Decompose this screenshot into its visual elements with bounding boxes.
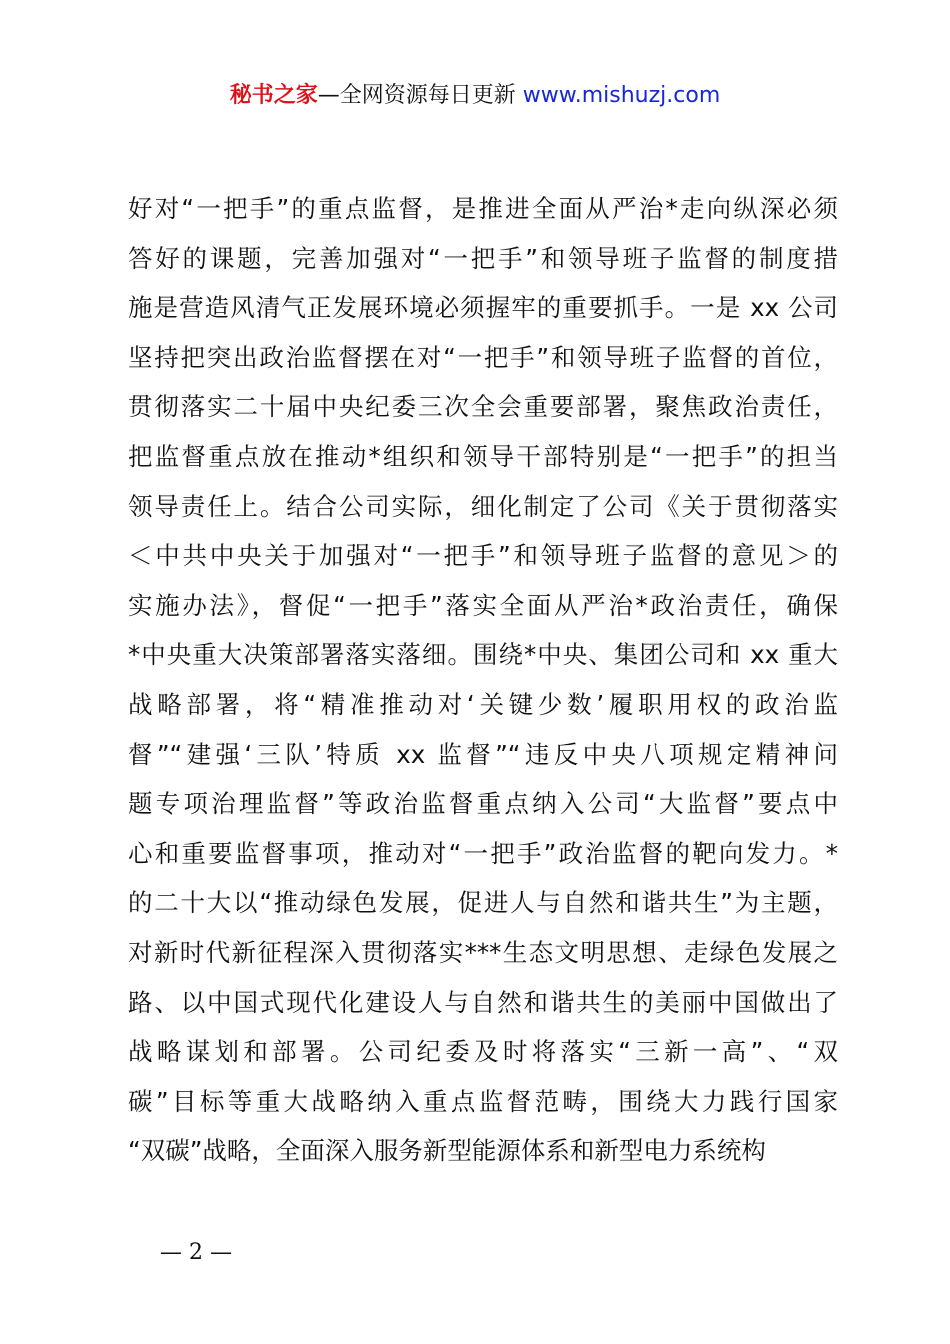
text-line: 对新时代新征程深入贯彻落实***生态文明思想、走绿色发展之 [128,937,838,967]
brand-name: 秘书之家 [229,83,318,108]
text-line: 贯彻落实二十届中央纪委三次全会重要部署，聚焦政治责任， [128,392,838,422]
text-line: 实施办法》，督促“一把手”落实全面从严治*政治责任，确保 [128,590,838,620]
text-line: “双碳”战略，全面深入服务新型能源体系和新型电力系统构 [128,1136,766,1166]
text-line: 战略部署，将“精准推动对‘关键少数’履职用权的政治监 [128,689,838,719]
text-line: 坚持把突出政治监督摆在对“一把手”和领导班子监督的首位， [128,342,838,372]
text-line: 的二十大以“推动绿色发展，促进人与自然和谐共生”为主题， [128,888,838,918]
text-line: 题专项治理监督”等政治监督重点纳入公司“大监督”要点中 [128,789,838,819]
page-number: — 2 — [160,1240,232,1265]
text-line: 路、以中国式现代化建设人与自然和谐共生的美丽中国做出了 [128,987,838,1017]
text-line: 领导责任上。结合公司实际，细化制定了公司《关于贯彻落实 [128,491,838,521]
text-line: 好对“一把手”的重点监督，是推进全面从严治*走向纵深必须 [128,194,838,223]
site-header [0,80,950,112]
text-line: 把监督重点放在推动*组织和领导干部特别是“一把手”的担当 [128,441,838,471]
site-url-link[interactable]: www.mishuzj.com [522,83,721,108]
text-line: 碳”目标等重大战略纳入重点监督范畴，围绕大力践行国家 [128,1086,838,1116]
text-line: 心和重要监督事项，推动对“一把手”政治监督的靶向发力。* [128,838,838,868]
text-line: 战略谋划和部署。公司纪委及时将落实“三新一高”、“双 [128,1037,838,1067]
text-line: 督”“建强‘三队’特质 xx 监督”“违反中央八项规定精神问 [128,739,838,769]
text-line: ＜中共中央关于加强对“一把手”和领导班子监督的意见＞的 [128,541,838,571]
text-line: *中央重大决策部署落实落细。围绕*中央、集团公司和 xx 重大 [128,640,838,670]
header-tagline: —全网资源每日更新 [317,83,516,108]
text-line: 施是营造风清气正发展环境必须握牢的重要抓手。一是 xx 公司 [128,293,838,323]
text-line: 答好的课题，完善加强对“一把手”和领导班子监督的制度措 [128,243,838,273]
document-body [128,184,838,1176]
